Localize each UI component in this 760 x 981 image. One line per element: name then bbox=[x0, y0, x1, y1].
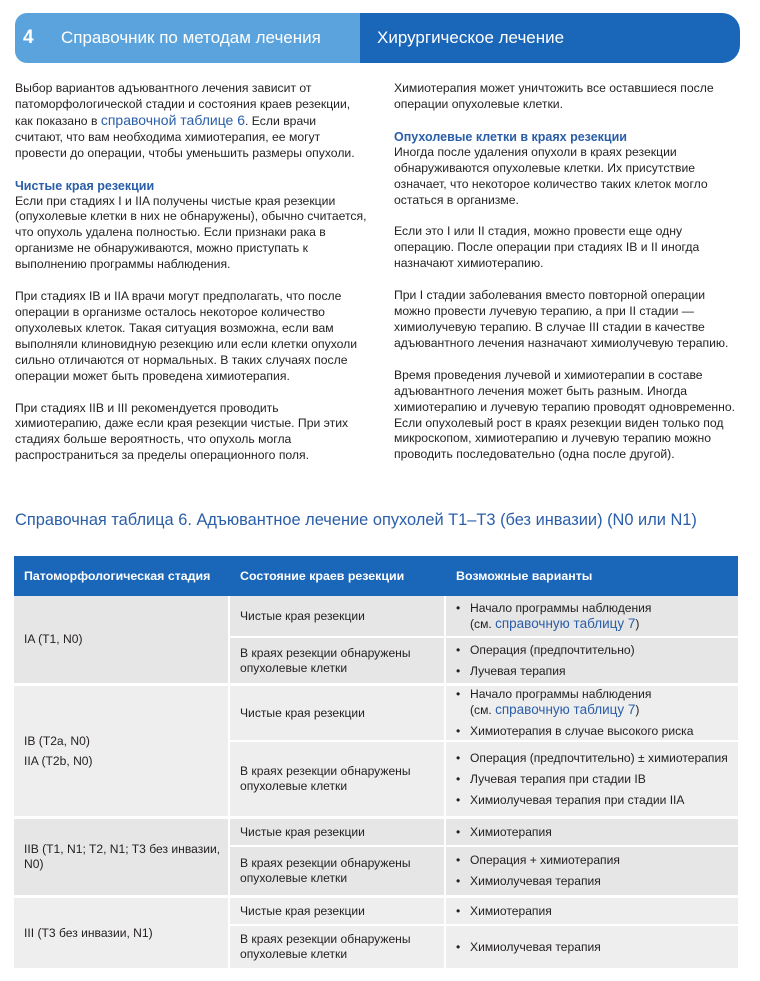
options-cell bbox=[446, 847, 738, 895]
table-row bbox=[230, 596, 738, 638]
table-group-ia bbox=[14, 596, 738, 686]
stage-cell: IA (T1, N0) bbox=[14, 596, 230, 683]
stage-cell: III (T3 без инвазии, N1) bbox=[14, 898, 230, 968]
table-group-ib-iia bbox=[14, 686, 738, 819]
header-options: Возможные варианты bbox=[456, 569, 593, 583]
option-text: Химиотерапия bbox=[470, 903, 552, 918]
options-cell bbox=[446, 742, 738, 816]
table-6-link[interactable]: справочной таблице 6 bbox=[100, 111, 246, 128]
option-text: Лучевая терапия при стадии IB bbox=[470, 771, 646, 786]
option-item: • Операция (предпочтительно) ± химиотерапия bbox=[456, 750, 728, 765]
option-item: • Химиотерапия bbox=[456, 824, 552, 839]
chapter-banner bbox=[15, 13, 740, 63]
option-item: • Операция + химиотерапия bbox=[456, 853, 620, 867]
section-title: Справочник по методам лечения bbox=[61, 28, 321, 47]
clean-margins-heading: Чистые края резекции bbox=[15, 178, 155, 193]
header-stage: Патоморфологическая стадия bbox=[24, 569, 211, 583]
stage-iib-iii-paragraph: При стадиях IIB и III рекомендуется проводить химиотерапию, даже если края резекции чистые. При этих стадиях больше вероятность, что опухоль могла распространиться за пределы операционного поля. bbox=[15, 400, 349, 463]
table-group-iii bbox=[14, 898, 738, 971]
stage-cell bbox=[14, 686, 230, 816]
stage-line: IB (T2a, N0) bbox=[24, 733, 90, 748]
header-margins: Состояние краев резекции bbox=[240, 569, 405, 583]
intro-paragraph bbox=[15, 81, 367, 162]
table-row bbox=[230, 926, 738, 968]
table-row bbox=[230, 742, 738, 816]
see-prefix: (см. bbox=[470, 703, 496, 717]
intro-text-start: Выбор вариантов адъювантного лечения зависит от патоморфологической стадии и состояния краев резекции, как показано в bbox=[15, 81, 351, 128]
right-column bbox=[394, 81, 744, 479]
chapter-number: 4 bbox=[23, 27, 34, 48]
clean-margins-paragraph: Если при стадиях I и IIA получены чистые края резекции (опухолевые клетки в них не обнаружены), обычно считается, что опухоль удалена полностью. Если признаки рака в организме не обнаруживаются, можно приступать к выполнению программы наблюдения. bbox=[15, 193, 367, 272]
section-tab bbox=[15, 13, 360, 63]
options-cell bbox=[446, 898, 738, 924]
option-item: • Химиотерапия в случае высокого риска bbox=[456, 724, 694, 738]
radiation-paragraph: При I стадии заболевания вместо повторной операции можно провести лучевую терапию, а при II стадии — химиолучевую терапию. В случае III стадии в качестве адъювантного лечения назначают химиолучевую терапию. bbox=[394, 288, 729, 350]
option-text: Операция (предпочтительно) ± химиотерапия bbox=[470, 750, 728, 765]
table-title: Справочная таблица 6. Адъювантное лечение опухолей T1–T3 (без инвазии) (N0 или N1) bbox=[15, 511, 697, 529]
options-cell bbox=[446, 686, 738, 740]
options-cell bbox=[446, 819, 738, 845]
option-item: • Лучевая терапия при стадии IB bbox=[456, 771, 646, 786]
table-row bbox=[230, 686, 738, 742]
stage-cell: IIB (T1, N1; T2, N1; T3 без инвазии, N0) bbox=[14, 819, 230, 895]
option-item: • Начало программы наблюдения (см. справочную таблицу 7) bbox=[456, 687, 652, 717]
see-prefix: (см. bbox=[470, 616, 496, 631]
chemo-paragraph: Химиотерапия может уничтожить все оставшиеся после операции опухолевые клетки. bbox=[394, 81, 714, 111]
option-item: • Начало программы наблюдения (см. справочную таблицу 7) bbox=[456, 600, 652, 631]
options-cell bbox=[446, 638, 738, 683]
adjuvant-treatment-table bbox=[14, 556, 738, 971]
option-text: Начало программы наблюдения bbox=[470, 687, 652, 701]
option-item: • Химиотерапия bbox=[456, 903, 552, 918]
margin-cell: Чистые края резекции bbox=[230, 596, 446, 636]
reoperation-paragraph: Если это I или II стадия, можно провести еще одну операцию. После операции при стадиях IB и II иногда назначают химиотерапию. bbox=[394, 224, 700, 271]
options-cell bbox=[446, 596, 738, 636]
see-suffix: ) bbox=[635, 616, 640, 631]
margin-cell: В краях резекции обнаружены опухолевые клетки bbox=[230, 638, 446, 683]
margin-cell: В краях резекции обнаружены опухолевые клетки bbox=[230, 742, 446, 816]
table-row bbox=[230, 898, 738, 926]
option-text: Операция + химиотерапия bbox=[470, 853, 620, 867]
intro-text-end: . Если врачи считают, что вам необходима химиотерапия, ее могут провести до операции, чтобы уменьшить размеры опухоли. bbox=[15, 113, 355, 160]
left-column bbox=[15, 81, 367, 480]
option-text: Химиолучевая терапия bbox=[470, 939, 601, 954]
table-row bbox=[230, 638, 738, 683]
margin-cell: Чистые края резекции bbox=[230, 686, 446, 740]
table-7-link[interactable]: справочную таблицу 7 bbox=[495, 615, 636, 631]
option-item: • Химиолучевая терапия bbox=[456, 874, 601, 888]
table-row bbox=[230, 847, 738, 895]
table-group-iib bbox=[14, 819, 738, 898]
option-text: Химиотерапия в случае высокого риска bbox=[470, 724, 694, 738]
option-text: Химиолучевая терапия bbox=[470, 874, 601, 888]
option-text: Химиолучевая терапия при стадии IIA bbox=[470, 792, 685, 807]
table-row bbox=[230, 819, 738, 847]
table-header-row bbox=[14, 556, 738, 596]
margin-cell: В краях резекции обнаружены опухолевые клетки bbox=[230, 847, 446, 895]
option-text: Операция (предпочтительно) bbox=[470, 642, 635, 657]
stage-ib-iia-paragraph: При стадиях IB и IIA врачи могут предполагать, что после операции в организме осталось некоторое количество опухолевых клеток. Такая ситуация возможна, если вам выполняли клиновидную резекцию или если клетки опухоли сильно отличаются от нормальных. В таких случаях после операции может быть проведена химиотерапия. bbox=[15, 289, 358, 383]
tumor-margins-heading: Опухолевые клетки в краях резекции bbox=[394, 129, 627, 144]
option-item: • Химиолучевая терапия bbox=[456, 939, 601, 954]
option-item: • Операция (предпочтительно) bbox=[456, 642, 635, 657]
option-text: Начало программы наблюдения bbox=[470, 600, 652, 615]
option-item: • Химиолучевая терапия при стадии IIA bbox=[456, 792, 685, 807]
table-7-link[interactable]: справочную таблицу 7 bbox=[495, 702, 636, 717]
option-text: Химиотерапия bbox=[470, 824, 552, 839]
option-item: • Лучевая терапия bbox=[456, 663, 566, 678]
see-suffix: ) bbox=[635, 703, 640, 717]
options-cell bbox=[446, 926, 738, 968]
margin-cell: Чистые края резекции bbox=[230, 898, 446, 924]
option-text: Лучевая терапия bbox=[470, 663, 566, 678]
topic-title: Хирургическое лечение bbox=[360, 13, 740, 63]
stage-line: IIA (T2b, N0) bbox=[24, 753, 93, 768]
tumor-margins-paragraph: Иногда после удаления опухоли в краях резекции обнаруживаются опухолевые клетки. Их присутствие означает, что некоторое количество таких клеток могло остаться в организме. bbox=[394, 144, 708, 207]
margin-cell: Чистые края резекции bbox=[230, 819, 446, 845]
timing-paragraph: Время проведения лучевой и химиотерапии в составе адъювантного лечения может быть разным. Иногда химиотерапию и лучевую терапию проводят одновременно. Если опухолевый рост в краях резекции виден только под микроскопом, химиотерапию и лучевую терапию можно проводить последовательно (одна после другой). bbox=[394, 367, 736, 462]
margin-cell: В краях резекции обнаружены опухолевые клетки bbox=[230, 926, 446, 968]
